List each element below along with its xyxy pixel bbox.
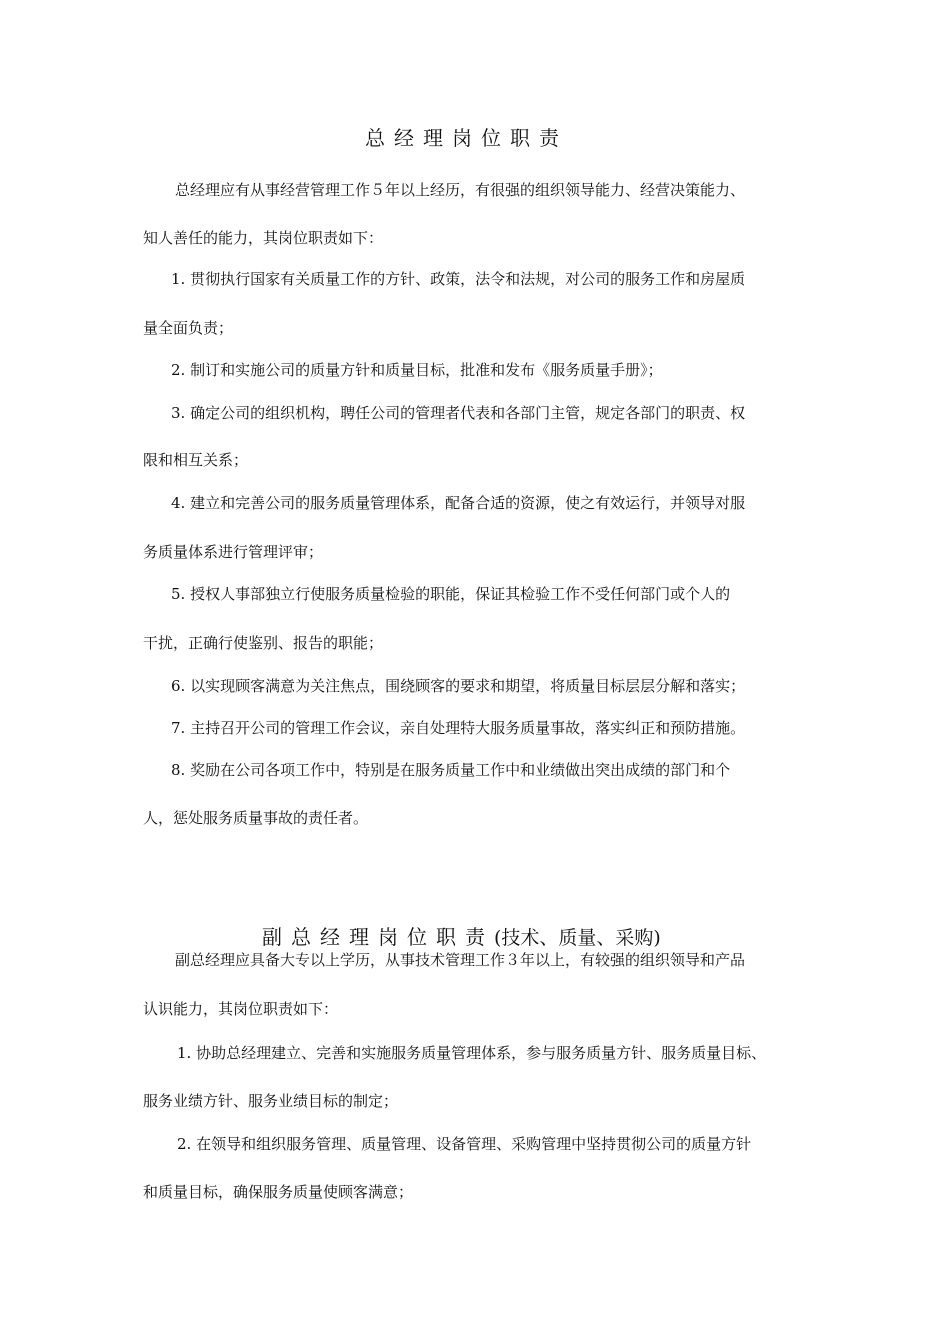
section1-item-7-line1: 7. 主持召开公司的管理工作会议，亲自处理特大服务质量事故，落实纠正和预防措施。 (171, 719, 746, 737)
section1-item-8-line1: 8. 奖励在公司各项工作中，特别是在服务质量工作中和业绩做出突出成绩的部门和个 (171, 761, 731, 779)
section2-intro-line2: 认识能力，其岗位职责如下： (143, 1000, 339, 1018)
section2-item-2-line2: 和质量目标，确保服务质量使顾客满意； (143, 1183, 414, 1201)
section1-item-3-line2: 限和相互关系； (143, 451, 249, 469)
section2-item-1-line1: 1. 协助总经理建立、完善和实施服务质量管理体系，参与服务质量方针、服务质量目标、 (177, 1044, 767, 1062)
section1-item-6-line1: 6. 以实现顾客满意为关注焦点，围绕顾客的要求和期望，将质量目标层层分解和落实； (171, 677, 746, 695)
section2-intro-line1: 副总经理应具备大专以上学历，从事技术管理工作３年以上，有较强的组织领导和产品 (175, 951, 746, 969)
section1-item-4-line1: 4. 建立和完善公司的服务质量管理体系，配备合适的资源，使之有效运行，并领导对服 (171, 494, 746, 512)
section2-title (262, 924, 661, 951)
section1-item-1-line1: 1. 贯彻执行国家有关质量工作的方针、政策，法令和法规，对公司的服务工作和房屋质 (171, 270, 746, 288)
section2-item-2-line1: 2. 在领导和组织服务管理、质量管理、设备管理、采购管理中坚持贯彻公司的质量方针 (177, 1135, 752, 1153)
section1-title: 总经理岗位职责 (365, 126, 568, 150)
section1-intro-line1: 总经理应有从事经营管理工作５年以上经历，有很强的组织领导能力、经营决策能力、 (175, 181, 746, 199)
section1-item-1-line2: 量全面负责； (143, 319, 234, 337)
section1-item-4-line2: 务质量体系进行管理评审； (143, 543, 324, 561)
section1-item-2-line1: 2. 制订和实施公司的质量方针和质量目标，批准和发布《服务质量手册》； (171, 361, 663, 379)
section1-item-3-line1: 3. 确定公司的组织机构，聘任公司的管理者代表和各部门主管，规定各部门的职责、权 (171, 404, 746, 422)
section1-intro-line2: 知人善任的能力，其岗位职责如下： (143, 229, 384, 247)
section1-item-5-line2: 干扰，正确行使鉴别、报告的职能； (143, 634, 384, 652)
section1-item-8-line2: 人，惩处服务质量事故的责任者。 (143, 809, 369, 827)
section2-title-main: 副总经理岗位职责 (262, 925, 494, 949)
section2-item-1-line2: 服务业绩方针、服务业绩目标的制定； (143, 1092, 399, 1110)
section2-title-suffix: (技术、质量、采购) (494, 927, 661, 949)
section1-item-5-line1: 5. 授权人事部独立行使服务质量检验的职能，保证其检验工作不受任何部门或个人的 (171, 585, 731, 603)
